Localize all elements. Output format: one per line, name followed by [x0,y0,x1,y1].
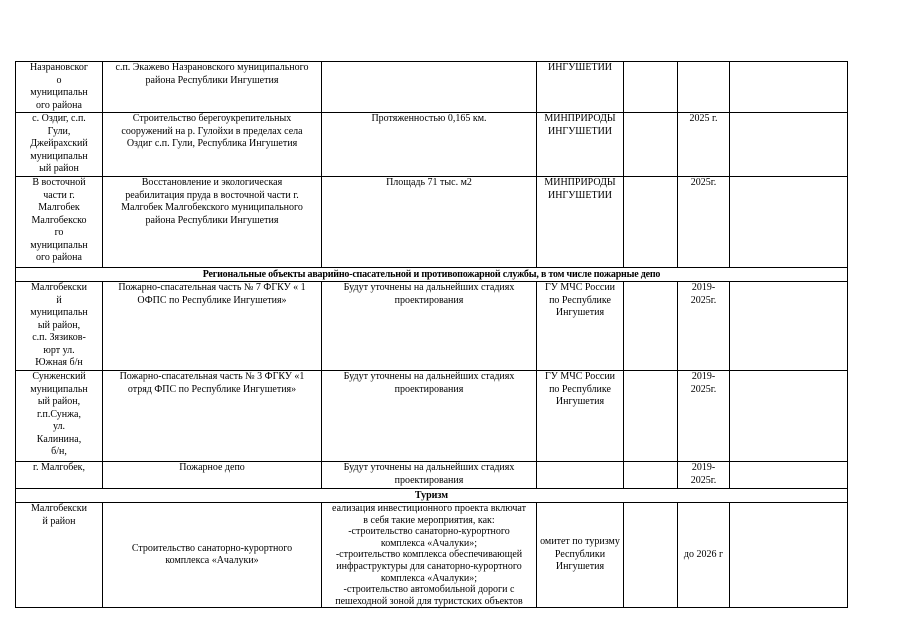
params-cell: Будут уточнены на дальнейших стадиях проектирования [322,462,537,489]
note-cell [730,177,848,268]
note-cell [730,503,848,608]
location-cell: Назрановског о муниципальн ого района [16,62,103,113]
object-cell: Пожарное депо [103,462,322,489]
empty-cell [624,62,678,113]
period-cell: 2025 г. [678,113,730,177]
location-cell: Малгобекски й муниципальн ый район, с.п. Зязиков- юрт ул. Южная б/н [16,282,103,371]
location-cell: Сунженский муниципальн ый район, г.п.Сунжа, ул. Калинина, б/н, [16,371,103,462]
object-cell: Пожарно-спасательная часть № 3 ФГКУ «1 отряд ФПС по Республике Ингушетия» [103,371,322,462]
empty-cell [624,462,678,489]
section-title-fire: Региональные объекты аварийно-спасательной и противопожарной службы, в том числе пожарные депо [16,268,848,282]
location-cell: г. Малгобек, [16,462,103,489]
period-cell: 2019- 2025г. [678,462,730,489]
params-cell [322,62,537,113]
table-row [16,371,848,462]
location-cell: Малгобекски й район [16,503,103,608]
location-cell: с. Оздиг, с.п. Гули, Джейрахский муниципальн ый район [16,113,103,177]
agency-cell: ГУ МЧС России по Республике Ингушетия [537,371,624,462]
object-cell: Восстановление и экологическая реабилитация пруда в восточной части г. Малгобек Малгобекского муниципального района Республики Ингушетия [103,177,322,268]
location-cell: В восточной части г. Малгобек Малгобекско го муниципальн ого района [16,177,103,268]
agency-cell: ГУ МЧС России по Республике Ингушетия [537,282,624,371]
params-cell: Протяженностью 0,165 км. [322,113,537,177]
note-cell [730,62,848,113]
section-header-row [16,489,848,503]
agency-cell: МИНПРИРОДЫ ИНГУШЕТИИ [537,113,624,177]
empty-cell [624,371,678,462]
empty-cell [624,113,678,177]
params-cell: Будут уточнены на дальнейших стадиях проектирования [322,282,537,371]
period-cell: до 2026 г [678,503,730,608]
table-row [16,62,848,113]
object-cell: Строительство берегоукрепительных сооружений на р. Гулойхи в пределах села Оздиг с.п. Гули, Республика Ингушетия [103,113,322,177]
period-cell: 2025г. [678,177,730,268]
object-cell: Строительство санаторно-курортного комплекса «Ачалуки» [103,503,322,608]
agency-cell: омитет по туризму Республики Ингушетия [537,503,624,608]
empty-cell [624,282,678,371]
empty-cell [624,503,678,608]
period-cell: 2019- 2025г. [678,371,730,462]
agency-cell: МИНПРИРОДЫ ИНГУШЕТИИ [537,177,624,268]
table-row [16,462,848,489]
params-cell: Площадь 71 тыс. м2 [322,177,537,268]
table-row [16,282,848,371]
note-cell [730,462,848,489]
table-row [16,113,848,177]
note-cell [730,282,848,371]
agency-cell [537,462,624,489]
section-title-tourism: Туризм [16,489,848,503]
table-row [16,503,848,608]
params-cell: еализация инвестиционного проекта включат в себя такие мероприятия, как: -строительство санаторно-курортного комплекса «Ачалуки»; -строительство комплекса обеспечивающей инфраструктуры для санаторно-курортного комплекса «Ачалуки»; -строительство автомобильной дороги с пешеходной зоной для туристских объектов [322,503,537,608]
period-cell: 2019- 2025г. [678,282,730,371]
object-cell: с.п. Экажево Назрановского муниципального района Республики Ингушетия [103,62,322,113]
params-cell: Будут уточнены на дальнейших стадиях проектирования [322,371,537,462]
object-cell: Пожарно-спасательная часть № 7 ФГКУ « 1 ОФПС по Республике Ингушетия» [103,282,322,371]
table-row [16,177,848,268]
note-cell [730,371,848,462]
empty-cell [624,177,678,268]
section-header-row [16,268,848,282]
data-table [15,61,848,608]
agency-cell: ИНГУШЕТИИ [537,62,624,113]
period-cell [678,62,730,113]
note-cell [730,113,848,177]
